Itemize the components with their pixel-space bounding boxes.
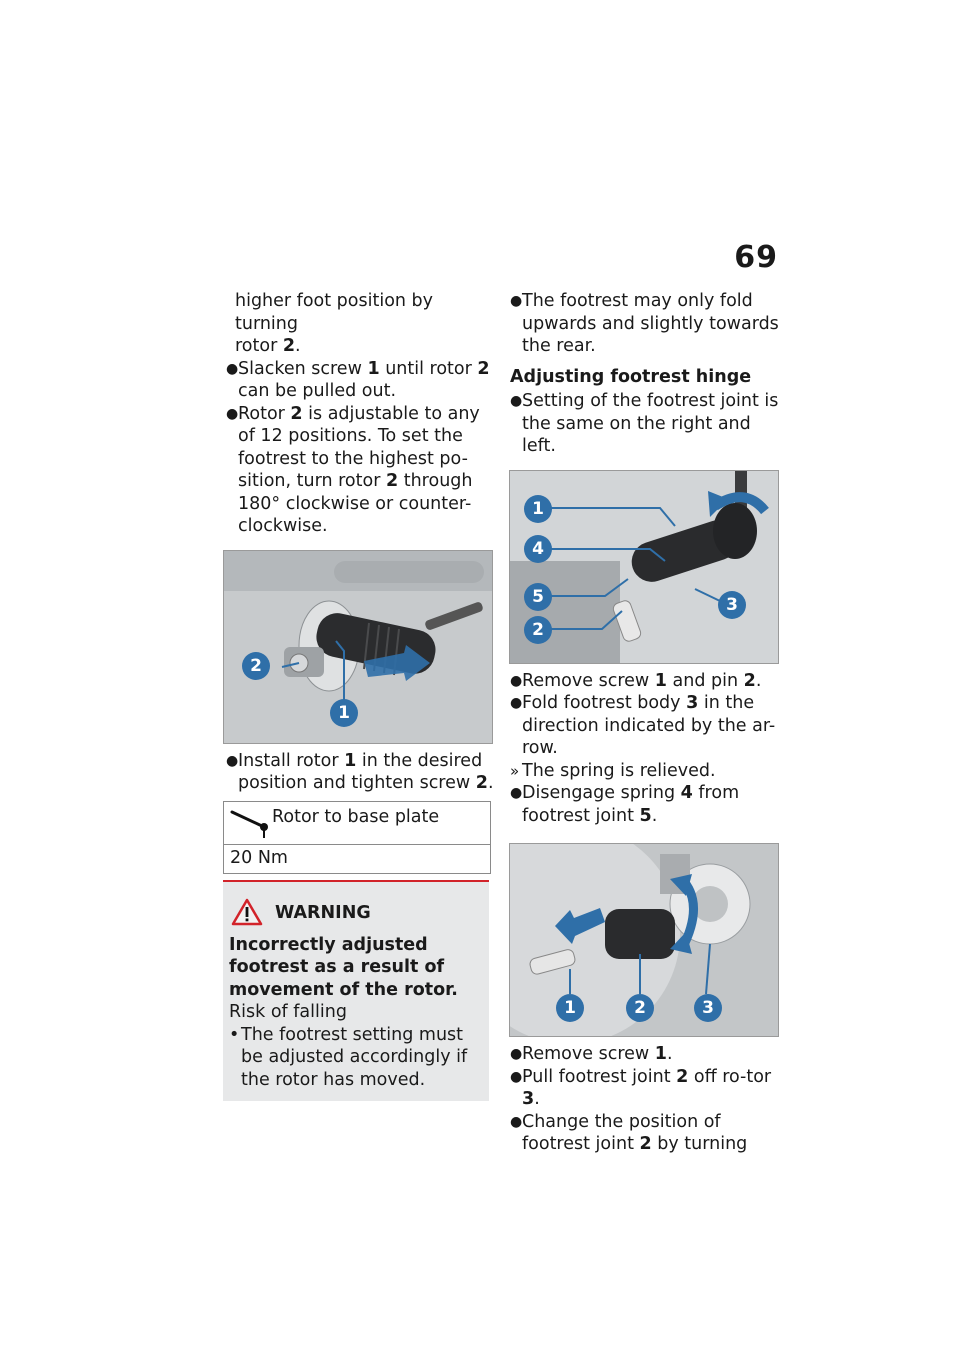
step-fold-note: ● The footrest may only fold upwards and slightly towards the rear.: [510, 291, 779, 356]
step-disengage-spring: ● Disengage spring 4 from footrest joint 5.: [510, 783, 740, 826]
intro-continuation: higher foot position by turning rotor 2.: [235, 291, 434, 356]
callout-2: 2: [626, 994, 654, 1022]
torque-label: Rotor to base plate: [272, 806, 440, 827]
step-remove-screw-pin: ● Remove screw 1 and pin 2.: [510, 670, 762, 691]
warning-risk: Risk of falling: [229, 1002, 347, 1022]
step-rotor-positions: ● Rotor 2 is adjustable to any of 12 positions. To set the footrest to the highest po-sition, turn rotor 2 through 180° clockwise or counter-clockwise.: [226, 403, 480, 536]
right-column: [510, 290, 785, 1156]
callout-3: 3: [694, 994, 722, 1022]
bullet-icon: ●: [226, 360, 239, 377]
torque-value: 20 Nm: [230, 847, 288, 868]
bullet-icon: ●: [510, 1068, 523, 1085]
step-change-position: ● Change the position of footrest joint 2 by turning: [510, 1111, 748, 1154]
warning-headline: Incorrectly adjusted footrest as a result of movement of the rotor.: [229, 934, 458, 1000]
torque-wrench-icon: [230, 808, 270, 849]
callout-2: 2: [242, 652, 270, 680]
bullet-icon: ●: [226, 752, 239, 769]
step-fold-body: ● Fold footrest body 3 in the direction indicated by the ar-row.: [510, 693, 776, 758]
warning-title: WARNING: [275, 902, 371, 923]
callout-3: 3: [718, 591, 746, 619]
torque-spec-table: [223, 801, 491, 874]
bullet-icon: ●: [510, 785, 523, 801]
bullet-icon: ●: [510, 672, 523, 689]
left-column: [226, 290, 496, 1101]
rotor-figure: [223, 550, 493, 744]
step-slacken-screw: ● Slacken screw 1 until rotor 2 can be pulled out.: [226, 358, 490, 401]
bullet-icon: ●: [510, 1046, 523, 1062]
warning-box: [223, 880, 489, 1102]
callout-1: 1: [330, 699, 358, 727]
section-heading: Adjusting footrest hinge: [510, 366, 752, 387]
callout-1: 1: [556, 994, 584, 1022]
hinge-figure: [509, 470, 779, 664]
warning-item: • The footrest setting must be adjusted accordingly if the rotor has moved.: [229, 1024, 468, 1090]
page-number: 69: [734, 240, 778, 275]
bullet-icon: ●: [510, 1113, 523, 1130]
step-remove-screw: ● Remove screw 1.: [510, 1044, 673, 1064]
callout-2: 2: [524, 616, 552, 644]
step-install-rotor: ● Install rotor 1 in the desired position and tighten screw 2.: [226, 750, 494, 793]
result-spring-relieved: » The spring is relieved.: [510, 760, 716, 781]
bullet-icon: ●: [226, 405, 239, 422]
callout-4: 4: [524, 535, 552, 563]
bullet-icon: ●: [510, 695, 523, 711]
step-pull-joint: ● Pull footrest joint 2 off ro-tor 3.: [510, 1066, 772, 1109]
bullet-icon: ●: [510, 393, 523, 409]
joint-figure: [509, 843, 779, 1037]
callout-1: 1: [524, 495, 552, 523]
callout-5: 5: [524, 583, 552, 611]
step-hinge-note: ● Setting of the footrest joint is the same on the right and left.: [510, 391, 779, 456]
bullet-icon: ●: [510, 293, 523, 309]
warning-triangle-icon: [231, 898, 263, 933]
result-arrow-icon: »: [510, 761, 520, 780]
